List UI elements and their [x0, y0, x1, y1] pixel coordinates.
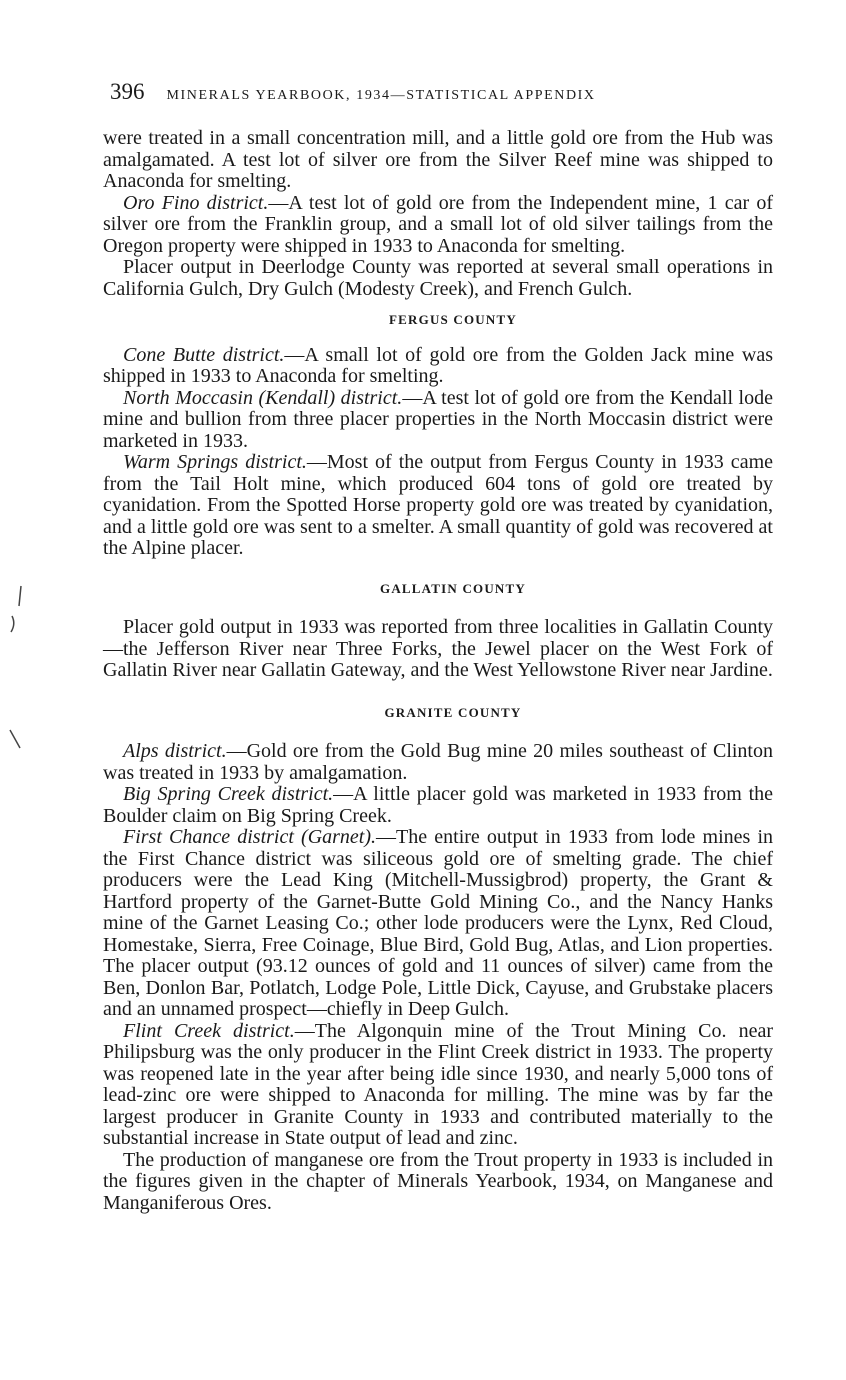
granite-paragraph-5: The production of manganese ore from the Trout property in 1933 is included in the figures given in the chapter of Minerals Yearbook, 1934, on Manganese and Manganiferous Ores. [103, 1148, 773, 1214]
gallatin-county-heading: GALLATIN COUNTY [380, 580, 526, 596]
paragraph-text: —A little placer gold was marketed in 1933 from the Boulder claim on Big Spring Creek. [103, 783, 774, 827]
fergus-paragraph-3 [103, 452, 773, 560]
paragraph-text: —Most of the output from Fergus County in 1933 came from the Tail Holt mine, which produced 604 tons of gold ore treated by cyanidation. From the Spotted Horse property gold ore was treated by cyanidation, and a little gold ore was sent to a smelter. A small quantity of gold was recovered at the Alpine placer. [103, 451, 773, 559]
intro-paragraph-3: Placer output in Deerlodge County was reported at several small operations in California Gulch, Dry Gulch (Modesty Creek), and French Gulch. [103, 256, 773, 300]
granite-paragraph-4 [103, 1021, 773, 1150]
district-label: Alps district. [123, 740, 227, 762]
district-label: First Chance district (Garnet). [123, 826, 377, 848]
body-text [103, 128, 773, 1214]
intro-paragraph-2 [103, 193, 773, 258]
granite-paragraph-2 [103, 784, 773, 827]
scan-margin-marks [0, 580, 40, 760]
granite-paragraph-1 [103, 741, 773, 784]
district-label: Flint Creek district. [123, 1019, 295, 1042]
granite-county-heading: GRANITE COUNTY [384, 704, 522, 720]
district-label: Oro Fino district. [123, 191, 269, 214]
paragraph-text: —A test lot of gold ore from the Independent mine, 1 car of silver ore from the Franklin group, and a small lot of old silver tailings from the Oregon property were shipped in 1933 to Anaconda for smelting. [103, 191, 773, 257]
fergus-paragraph-1 [103, 345, 773, 388]
district-label: North Moccasin (Kendall) district. [123, 386, 403, 409]
district-label: Big Spring Creek district. [123, 783, 334, 805]
paragraph-text: —The entire output in 1933 from lode mines in the First Chance district was siliceous gold ore of smelting grade. The chief producers were the Lead King (Mitchell-Mussigbrod) property, the Grant & Hartford property of the Garnet-Butte Gold Mining Co., and the Nancy Hanks mine of the Garnet Leasing Co.; other lode producers were the Lynx, Red Cloud, Homestake, Sierra, Free Coinage, Blue Bird, Gold Bug, Atlas, and Lion properties. The placer output (93.12 ounces of gold and 11 ounces of silver) came from the Ben, Donlon Bar, Potlatch, Lodge Pole, Little Dick, Cayuse, and Grubstake placers and an unnamed prospect—chiefly in Deep Gulch. [103, 826, 773, 1020]
district-label: Cone Butte district. [123, 343, 285, 366]
page-header-title: MINERALS YEARBOOK, 1934—STATISTICAL APPENDIX [166, 88, 596, 103]
page-number: 396 [110, 79, 145, 104]
running-head [110, 80, 710, 108]
paragraph-text: —A test lot of gold ore from the Kendall lode mine and bullion from three placer properties in the North Moccasin district were marketed in 1933. [103, 386, 773, 452]
paragraph-text: —The Algonquin mine of the Trout Mining Co. near Philipsburg was the only producer in the Flint Creek district in 1933. The property was reopened late in the year after being idle since 1930, and nearly 5,000 tons of lead-zinc ore were shipped to Anaconda for milling. The mine was by far the largest producer in Granite County in 1933 and contributed materially to the substantial increase in State output of lead and zinc. [103, 1019, 773, 1149]
paragraph-text: —A small lot of gold ore from the Golden Jack mine was shipped in 1933 to Anaconda for smelting. [103, 343, 774, 387]
fergus-county-heading: FERGUS COUNTY [389, 312, 517, 327]
intro-paragraph-1: were treated in a small concentration mill, and a little gold ore from the Hub was amalgamated. A test lot of silver ore from the Silver Reef mine was shipped to Anaconda for smelting. [103, 127, 773, 192]
district-label: Warm Springs district. [123, 451, 307, 473]
fergus-paragraph-2 [103, 388, 773, 453]
gallatin-paragraph-1: Placer gold output in 1933 was reported from three localities in Gallatin County—the Jefferson River near Three Forks, the Jewel placer on the West Fork of Gallatin River near Gallatin Gateway, and the West Yellowstone River near Jardine. [103, 616, 773, 681]
scan-mark [19, 586, 21, 606]
paragraph-text: —Gold ore from the Gold Bug mine 20 miles southeast of Clinton was treated in 1933 by amalgamation. [103, 740, 773, 784]
granite-paragraph-3 [103, 827, 773, 1021]
scan-mark [10, 730, 20, 748]
scan-mark [11, 616, 14, 632]
